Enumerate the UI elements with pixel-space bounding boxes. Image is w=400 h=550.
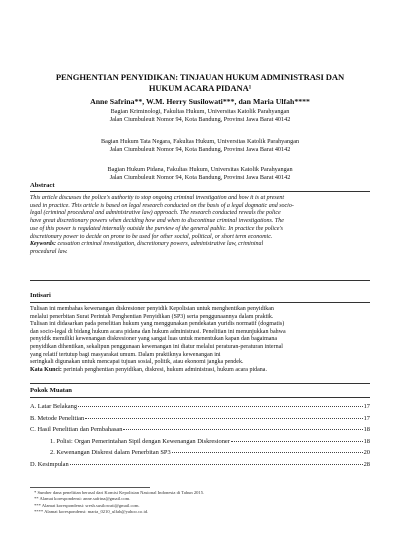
toc-item[interactable] <box>30 460 370 472</box>
table-of-contents <box>30 402 370 471</box>
abstract-line: use of this power is regulated internally outside the purview of the general public. In practice the police's <box>30 225 284 232</box>
author-list: Anne Safrina**, W.M. Herry Susilowati***, dan Maria Ulfah**** <box>90 97 310 106</box>
toc-item-page: 20 <box>363 449 370 456</box>
abstract-keywords-cont: procedural law. <box>30 248 68 255</box>
intisari-line: penyidik memiliki kewenangan diskresioner yang sangat luas untuk menentukan kapan dan bagaimana <box>30 336 278 343</box>
abstract-bottom-rule <box>30 280 370 281</box>
intisari-line: yang relatif tertutup bagi masyarakat umum. Dalam praktiknya kewenangan ini <box>30 351 221 358</box>
toc-leader-dots <box>70 459 363 465</box>
affiliation-2-address: Jalan Ciumbuleuit Nomor 94, Kota Bandung, Provinsi Jawa Barat 40142 <box>109 146 291 154</box>
affiliation-1 <box>40 108 360 125</box>
toc-leader-dots <box>85 413 362 419</box>
toc-item-page: 18 <box>363 437 370 445</box>
intisari-heading: Intisari <box>30 292 51 299</box>
footnotes <box>34 490 204 516</box>
abstract-line: have great discretionary powers when deciding how and when to discontinue criminal investigations. The <box>30 218 284 225</box>
intisari-bottom-rule <box>30 383 370 384</box>
affiliation-3 <box>40 166 360 183</box>
toc-item-page: 18 <box>363 426 370 433</box>
toc-item-label: 2. Kewenangan Diskresi dalam Penerbitan SP3 <box>50 449 171 456</box>
intisari-line: dan socio-legal di bidang hukum acara pidana dan hukum administrasi. Penelitian ini menunjukkan bahwa <box>30 328 286 335</box>
affiliation-2-department: Bagian Hukum Tata Negara, Fakultas Hukum, Universitas Katolik Parahyangan <box>100 138 300 145</box>
title-line-2: HUKUM ACARA PIDANA¹ <box>148 83 252 93</box>
intisari-top-rule <box>30 302 370 303</box>
affiliation-2 <box>40 138 360 155</box>
abstract-top-rule <box>30 191 370 192</box>
toc-leader-dots <box>78 401 363 407</box>
affiliation-3-department: Bagian Hukum Pidana, Fakultas Hukum, Universitas Katolik Parahyangan <box>107 166 293 173</box>
abstract-heading: Abstract <box>30 182 55 189</box>
abstract-line: used in practice. This article is based on legal research conducted on the basis of a legal dogmatic and socio- <box>30 202 294 209</box>
toc-top-rule <box>30 397 370 398</box>
keywords-text: cessation criminal investigation, discretionary powers, administrative law, crimininal <box>56 241 264 248</box>
intisari-line: seringkali digunakan untuk mencapai tujuan sosial, politik, atau ekonomi jangka pendek. <box>30 359 244 366</box>
title-line-1: PENGHENTIAN PENYIDIKAN: TINJAUAN HUKUM ADMINISTRASI DAN <box>55 72 345 82</box>
footnote-author-3: **** Alamat korespondensi: maria_0210_ulfah@yahoo.co.id. <box>34 509 149 515</box>
toc-heading: Pokok Muatan <box>30 387 72 394</box>
toc-leader-dots <box>231 436 363 442</box>
toc-leader-dots <box>172 447 363 453</box>
footnote-author-1: ** Alamat korespondensi: anne.safrina@gmail.com. <box>34 496 131 502</box>
footnote-funding: * Sumber dana penelitian berasal dari Komisi Kepolisian Nasional Indonesia di Tahun 2015. <box>34 490 205 495</box>
intisari-line: Tulisan ini didasarkan pada penelitian hukum yang menggunakan pendekatan yuridis normatif (dogmatis) <box>30 321 285 328</box>
intisari-line: penyidikan dihentikan, sekalipun penggunaan kewenangan ini diatur melalui peraturan-peraturan internal <box>30 343 283 350</box>
intisari-line: Tulisan ini membahas kewenangan diskresioner penyidik Kepolisian untuk menghentikan penyidikan <box>30 306 274 312</box>
intisari-body <box>30 306 370 374</box>
toc-item-label: A. Latar Belakang <box>30 403 78 410</box>
abstract-line: This article discusses the police's authority to stop ongoing criminal investigation and how it is at present <box>30 195 285 201</box>
article-title <box>40 72 360 94</box>
toc-leader-dots <box>123 424 362 430</box>
keywords-label: Keywords: <box>30 241 56 248</box>
abstract-line: discretionary power to decide on prone to be used for other social, political, or short term economic. <box>30 233 273 240</box>
affiliation-1-department: Bagian Kriminologi, Fakultas Hukum, Universitas Katolik Parahyangan <box>110 108 290 115</box>
intisari-keywords <box>30 367 370 375</box>
intisari-line: melalui penerbitan Surat Perintah Penghentian Penyidikan (SP3) serta penggunaannya dalam praktik. <box>30 313 274 320</box>
footnote-separator <box>30 487 150 488</box>
affiliation-3-address: Jalan Ciumbuleuit Nomor 94, Kota Bandung, Provinsi Jawa Barat 40142 <box>109 174 291 182</box>
toc-item-label: D. Kesimpulan <box>30 460 69 468</box>
abstract-body <box>30 195 370 257</box>
toc-item-label: C. Hasil Penelitian dan Pembahasan <box>30 426 123 433</box>
toc-item-page: 17 <box>363 414 370 422</box>
footnote-author-2: *** Alamat korespondensi: sresh.susilowati@gmail.com. <box>34 502 140 508</box>
abstract-line: legal (criminal procedural and administrative law) approach. The research conducted reveals the police <box>30 210 281 217</box>
kata-kunci-label: Kata Kunci: <box>30 366 62 373</box>
toc-item-page: 17 <box>363 403 370 410</box>
toc-item-page: 28 <box>363 460 370 468</box>
toc-item-label: B. Metode Penelitian <box>30 414 85 422</box>
kata-kunci-text: perintah penghentian penyidikan, diskresi, hukum administrasi, hukum acara pidana. <box>61 366 267 373</box>
toc-item-label: 1. Polisi: Organ Pemerintahan Sipil dengan Kewenangan Diskresioner <box>50 437 230 445</box>
abstract-keywords <box>30 241 370 249</box>
affiliation-1-address: Jalan Ciumbuleuit Nomor 94, Kota Bandung, Provinsi Jawa Barat 40142 <box>109 116 291 124</box>
